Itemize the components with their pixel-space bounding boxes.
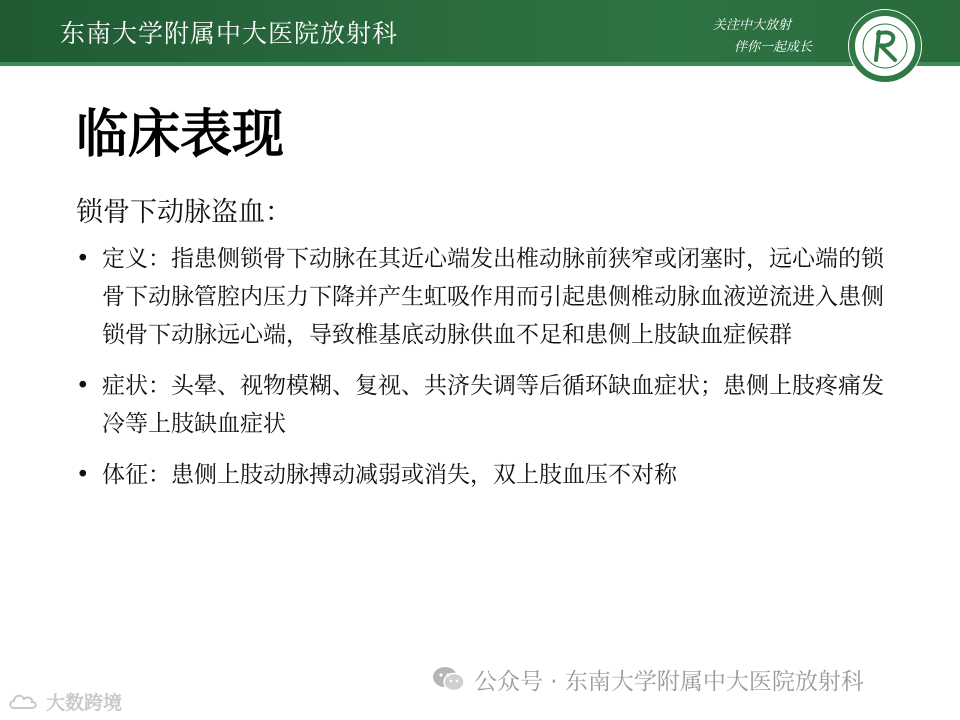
- header-title: 东南大学附属中大医院放射科: [60, 19, 399, 48]
- hospital-logo-icon: [845, 6, 925, 86]
- cloud-logo-icon: [8, 691, 42, 713]
- slogan-line-2: 伴你一起成长: [734, 40, 813, 55]
- bullet-definition: [76, 240, 906, 354]
- slogan-line-1: 关注中大放射: [713, 18, 792, 33]
- bullet-dot-icon: •: [76, 246, 90, 272]
- watermark-text: 公众号 · 东南大学附属中大医院放射科: [474, 668, 864, 695]
- bullet-symptoms: [76, 367, 906, 443]
- wechat-icon: [432, 665, 466, 693]
- bullet-signs: [76, 456, 906, 494]
- bullet-list: [76, 240, 906, 507]
- section-subtitle: 锁骨下动脉盗血：: [76, 197, 292, 228]
- bullet-text: 症状：头晕、视物模糊、复视、共济失调等后循环缺血症状；患侧上肢疼痛发冷等上肢缺血症状: [102, 373, 884, 437]
- bullet-dot-icon: •: [76, 373, 90, 399]
- corner-watermark: [8, 688, 122, 715]
- corner-watermark-text: 大数跨境: [46, 692, 123, 714]
- wechat-watermark: [432, 662, 864, 696]
- bullet-text: 体征：患侧上肢动脉搏动减弱或消失，双上肢血压不对称: [102, 462, 677, 488]
- page-title: 临床表现: [76, 105, 285, 165]
- bullet-dot-icon: •: [76, 462, 90, 488]
- bullet-text: 定义：指患侧锁骨下动脉在其近心端发出椎动脉前狭窄或闭塞时，远心端的锁骨下动脉管腔内压力下降并产生虹吸作用而引起患侧椎动脉血液逆流进入患侧锁骨下动脉远心端，导致椎基底动脉供血不足和患侧上肢缺血症候群: [102, 246, 884, 348]
- header-stripe: [0, 62, 960, 66]
